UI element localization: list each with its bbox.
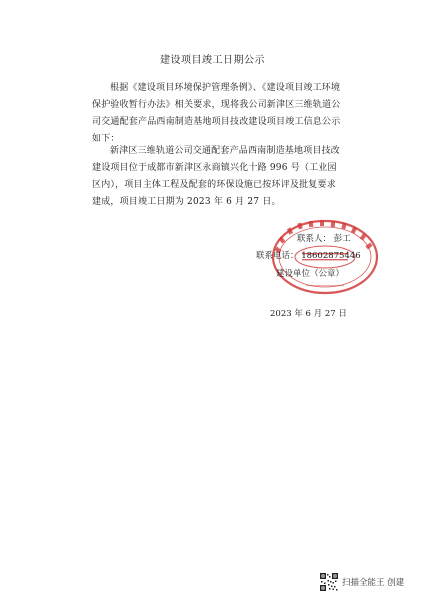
signature-date: 2023 年 6 月 27 日 [270,309,347,319]
qr-code-icon [320,573,338,591]
contact-phone: 联系电话： 18602875446 [256,251,361,261]
contact-person: 联系人： 彭工 [297,234,351,244]
paragraph-intro: 根据《建设项目环境保护管理条例》、《建设项目竣工环境保护验收暂行办法》相关要求，现将我公司新津区三维轨道公司交通配套产品西南制造基地项目技改建设项目竣工信息公示如下： [92,83,341,144]
document-title: 建设项目竣工日期公示 [160,55,265,66]
scanner-text: 扫描全能王 创建 [342,578,405,588]
paragraph-project-info: 新津区三维轨道公司交通配套产品西南制造基地项目技改建设项目位于成都市新津区永商镇兴化十路 996 号（工业园区内），项目主体工程及配套的环保设施已按环评及批复要求建成，项目竣工日期为 2023 年 6 月 27 日。 [92,146,341,207]
construction-unit-stamp-label: 建设单位（公章） [276,269,345,279]
scanner-watermark [320,573,404,591]
